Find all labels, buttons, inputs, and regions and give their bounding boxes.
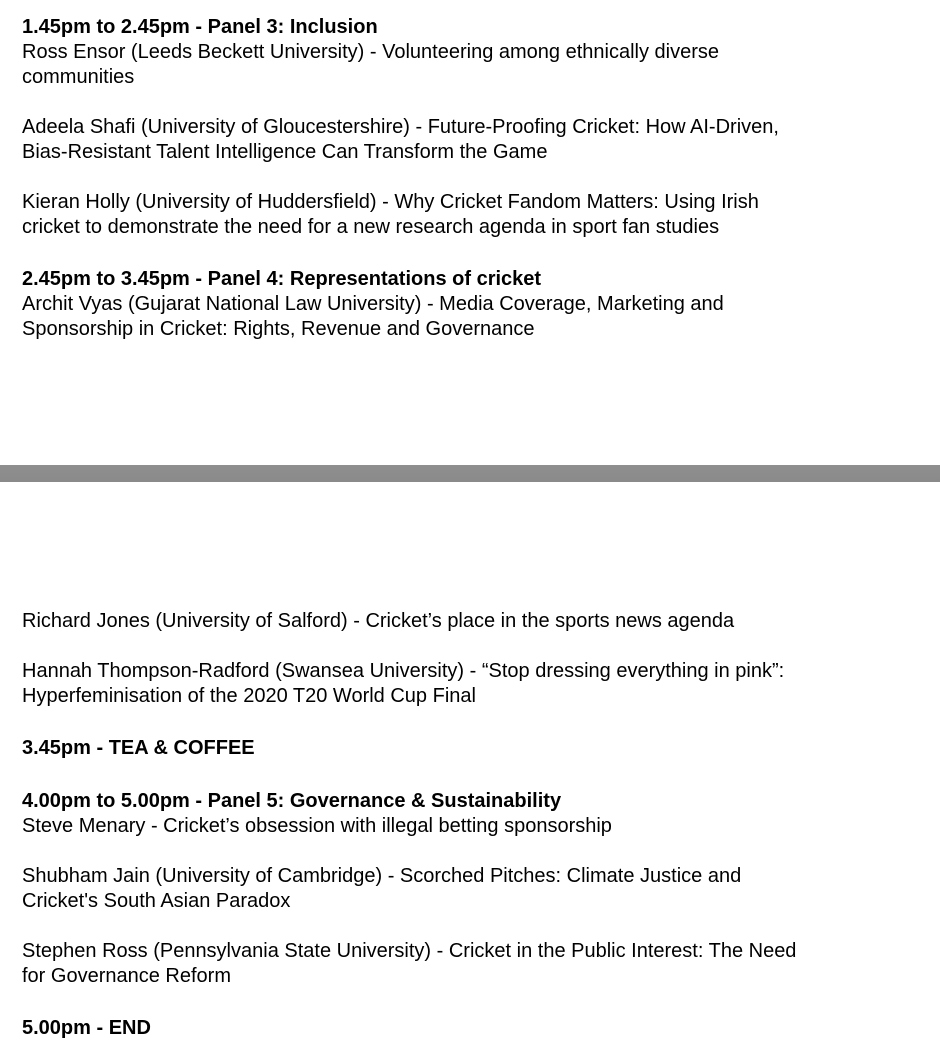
talk-archit-vyas (22, 292, 922, 342)
talk-richard-jones (22, 609, 922, 634)
talk-line: communities (22, 66, 135, 88)
talk-adeela-shafi (22, 115, 922, 165)
talk-kieran-holly (22, 190, 922, 240)
talk-line: Steve Menary - Cricket’s obsession with illegal betting sponsorship (22, 815, 612, 837)
talk-line: Richard Jones (University of Salford) - Cricket’s place in the sports news agenda (22, 610, 735, 632)
panel-4-heading: 2.45pm to 3.45pm - Panel 4: Representations of cricket (22, 268, 542, 290)
talk-shubham-jain (22, 864, 922, 914)
document-page-2 (0, 482, 940, 1064)
talk-line: Kieran Holly (University of Huddersfield) - Why Cricket Fandom Matters: Using Irish (22, 191, 759, 213)
talk-line: for Governance Reform (22, 965, 231, 987)
talk-line: cricket to demonstrate the need for a new research agenda in sport fan studies (22, 216, 720, 238)
talk-line: Bias-Resistant Talent Intelligence Can Transform the Game (22, 141, 548, 163)
break-heading: 3.45pm - TEA & COFFEE (22, 737, 255, 759)
talk-line: Hyperfeminisation of the 2020 T20 World Cup Final (22, 685, 476, 707)
end-marker (22, 1016, 922, 1041)
panel-3-heading: 1.45pm to 2.45pm - Panel 3: Inclusion (22, 16, 378, 38)
talk-ross-ensor (22, 40, 922, 90)
panel-4-section (22, 267, 922, 342)
talk-line: Adeela Shafi (University of Gloucestershire) - Future-Proofing Cricket: How AI-Driven, (22, 116, 779, 138)
talk-line: Ross Ensor (Leeds Beckett University) - Volunteering among ethnically diverse (22, 41, 719, 63)
panel-5-section (22, 789, 922, 839)
talk-steve-menary (22, 814, 922, 839)
panel-5-heading: 4.00pm to 5.00pm - Panel 5: Governance & Sustainability (22, 790, 562, 812)
talk-line: Shubham Jain (University of Cambridge) - Scorched Pitches: Climate Justice and (22, 865, 742, 887)
document-page-1 (0, 0, 940, 465)
talk-line: Cricket's South Asian Paradox (22, 890, 291, 912)
talk-line: Hannah Thompson-Radford (Swansea University) - “Stop dressing everything in pink”: (22, 660, 785, 682)
talk-line: Archit Vyas (Gujarat National Law University) - Media Coverage, Marketing and (22, 293, 724, 315)
talk-line: Sponsorship in Cricket: Rights, Revenue and Governance (22, 318, 535, 340)
panel-3-section (22, 15, 922, 90)
end-heading: 5.00pm - END (22, 1017, 151, 1039)
talk-stephen-ross (22, 939, 922, 989)
talk-hannah-thompson-radford (22, 659, 922, 709)
talk-line: Stephen Ross (Pennsylvania State University) - Cricket in the Public Interest: The Need (22, 940, 797, 962)
page-break-divider (0, 465, 940, 482)
tea-coffee-break (22, 736, 922, 761)
